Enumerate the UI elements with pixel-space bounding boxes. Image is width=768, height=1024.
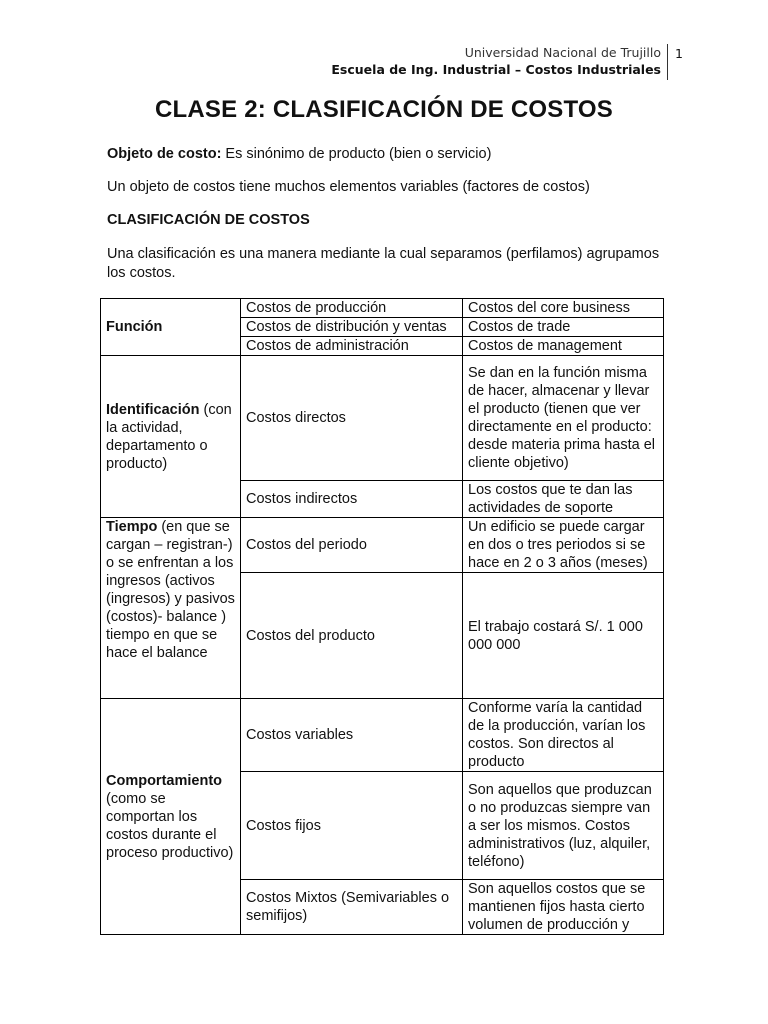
section-heading: CLASIFICACIÓN DE COSTOS: [107, 212, 310, 228]
objeto-variables-paragraph: Un objeto de costos tiene muchos elementos variables (factores de costos): [107, 179, 590, 195]
category-identificacion: [101, 356, 241, 518]
header-university: Universidad Nacional de Trujillo: [464, 45, 661, 60]
category-label: Identificación: [106, 401, 200, 418]
cost-desc-cell: Un edificio se puede cargar en dos o tres periodos si se hace en 2 o 3 años (meses): [463, 518, 664, 573]
cost-type-cell: Costos de administración: [241, 337, 463, 356]
cost-type-cell: Costos variables: [241, 699, 463, 772]
table-row: [101, 518, 664, 573]
cost-desc-cell: Son aquellos costos que se mantienen fijos hasta cierto volumen de producción y: [463, 880, 664, 935]
table-row: [101, 299, 664, 318]
cost-desc-cell: Costos de trade: [463, 318, 664, 337]
cost-type-cell: Costos fijos: [241, 772, 463, 880]
cost-desc-cell: Se dan en la función misma de hacer, almacenar y llevar el producto (tienen que ver directamente en el producto: desde materia prima hasta el cliente objetivo): [463, 356, 664, 481]
cost-classification-table: [100, 298, 664, 935]
category-comportamiento: [101, 699, 241, 935]
cost-type-cell: Costos del producto: [241, 573, 463, 699]
page-header: [331, 44, 661, 78]
category-description: (con la actividad, departamento o producto): [106, 401, 232, 472]
category-label: Tiempo: [106, 519, 158, 535]
cost-desc-cell: Son aquellos que produzcan o no produzcas siempre van a ser los mismos. Costos administrativos (luz, alquiler, teléfono): [463, 772, 664, 880]
category-tiempo: [101, 518, 241, 699]
cost-desc-cell: Conforme varía la cantidad de la producción, varían los costos. Son directos al producto: [463, 699, 664, 772]
cost-type-cell: Costos indirectos: [241, 481, 463, 518]
header-school: Escuela de Ing. Industrial – Costos Industriales: [331, 62, 661, 77]
table-row: [101, 356, 664, 481]
table-row: [101, 699, 664, 772]
category-funcion: [101, 299, 241, 356]
objeto-label: Objeto de costo:: [107, 146, 222, 162]
category-label: Función: [106, 319, 163, 335]
cost-type-cell: Costos del periodo: [241, 518, 463, 573]
cost-desc-cell: El trabajo costará S/. 1 000 000 000: [463, 573, 664, 699]
cost-type-cell: Costos de producción: [241, 299, 463, 318]
category-description: (como se comportan los costos durante el proceso productivo): [106, 790, 234, 861]
cost-type-cell: Costos de distribución y ventas: [241, 318, 463, 337]
cost-type-cell: Costos directos: [241, 356, 463, 481]
header-divider: [667, 44, 668, 80]
category-label: Comportamiento: [106, 772, 222, 789]
page-title: CLASE 2: CLASIFICACIÓN DE COSTOS: [155, 96, 613, 123]
objeto-text: Es sinónimo de producto (bien o servicio): [221, 146, 492, 162]
clasificacion-definition: Una clasificación es una manera mediante la cual separamos (perfilamos) agrupamos los costos.: [107, 246, 660, 281]
cost-desc-cell: Los costos que te dan las actividades de soporte: [463, 481, 664, 518]
cost-desc-cell: Costos del core business: [463, 299, 664, 318]
page-number: 1: [675, 46, 683, 61]
category-description: (en que se cargan – registran-) o se enfrentan a los ingresos (activos (ingresos) y pasivos (costos)- balance ) tiempo en que se hace el balance: [106, 519, 235, 661]
cost-desc-cell: Costos de management: [463, 337, 664, 356]
objeto-paragraph: [107, 145, 667, 164]
cost-type-cell: Costos Mixtos (Semivariables o semifijos): [241, 880, 463, 935]
